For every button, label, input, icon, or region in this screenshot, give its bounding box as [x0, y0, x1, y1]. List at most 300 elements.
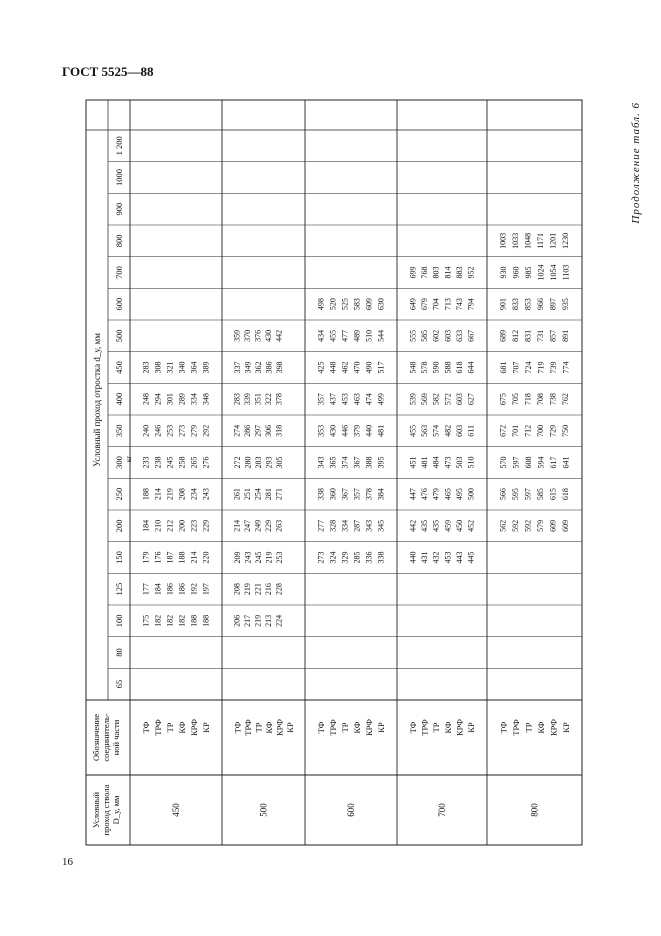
- mass-value: 700: [536, 424, 546, 437]
- mass-value: 1048: [523, 232, 533, 249]
- mass-value: 442: [408, 519, 418, 532]
- mass-value: 283: [141, 361, 151, 374]
- part-designation: КФ: [535, 721, 546, 734]
- mass-value: 340: [177, 361, 187, 374]
- branch-size-header: 80: [114, 648, 124, 657]
- branch-size-header: 450: [114, 361, 124, 374]
- mass-value: 343: [364, 519, 374, 532]
- mass-value: 443: [455, 551, 464, 564]
- branch-size-header: 100: [114, 614, 124, 628]
- mass-value: 701: [511, 424, 521, 437]
- mass-value: 182: [165, 614, 175, 627]
- mass-value: 681: [498, 361, 508, 374]
- mass-value: 611: [466, 424, 476, 437]
- mass-value: 338: [316, 488, 326, 501]
- mass-value: 425: [316, 361, 326, 374]
- mass-value: 1201: [548, 232, 558, 249]
- part-designation: КРФ: [454, 719, 465, 736]
- branch-group-header: Условный проход отростка d_у, мм: [92, 333, 102, 467]
- mass-value: 285: [352, 551, 362, 564]
- mass-value: 306: [264, 424, 274, 437]
- mass-value: 499: [376, 393, 386, 406]
- mass-value: 525: [340, 298, 350, 311]
- mass-value: 704: [431, 298, 441, 311]
- mass-value: 448: [328, 361, 338, 374]
- mass-value: 649: [408, 298, 418, 311]
- part-designation: КРФ: [548, 719, 559, 736]
- mass-value: 517: [376, 361, 386, 374]
- mass-value: 245: [165, 456, 175, 469]
- mass-value: 966: [536, 298, 546, 311]
- part-designation: ТР: [340, 722, 350, 733]
- branch-size-header: 800: [114, 234, 124, 248]
- mass-value: 357: [316, 393, 326, 406]
- mass-value: 713: [443, 298, 453, 311]
- nominal-diameter: 800: [529, 803, 540, 817]
- branch-size-header: 350: [114, 424, 124, 438]
- mass-value: 481: [376, 424, 386, 437]
- mass-value: 294: [153, 393, 163, 406]
- mass-value: 197: [201, 583, 211, 596]
- mass-value: 617: [548, 456, 558, 469]
- mass-value: 562: [498, 519, 508, 532]
- mass-value: 192: [189, 583, 199, 596]
- mass-value: 370: [243, 329, 253, 342]
- mass-value: 210: [153, 519, 163, 532]
- mass-value: 935: [561, 298, 571, 311]
- mass-value: 249: [253, 519, 263, 532]
- mass-value: 214: [232, 519, 242, 532]
- mass-value: 500: [466, 488, 476, 501]
- part-designation: КРФ: [274, 719, 285, 736]
- mass-value: 234: [189, 488, 199, 501]
- mass-value: 324: [328, 551, 338, 564]
- part-designation: ТРФ: [328, 719, 338, 736]
- mass-value: 603: [443, 329, 453, 342]
- mass-value: 608: [523, 456, 533, 469]
- part-designation: ТФ: [407, 721, 418, 734]
- part-designation: КР: [201, 722, 211, 733]
- mass-value: 833: [511, 298, 521, 311]
- mass-value: 184: [141, 519, 151, 532]
- part-designation: КР: [376, 722, 386, 733]
- mass-value: 353: [316, 424, 326, 437]
- mass-value: 476: [420, 488, 429, 501]
- mass-value: 602: [431, 329, 441, 342]
- mass-value: 729: [548, 424, 558, 437]
- mass-value: 462: [340, 361, 350, 374]
- mass-value: 1033: [511, 232, 521, 249]
- mass-value: 360: [328, 488, 338, 501]
- part-designation: КР: [466, 722, 477, 733]
- mass-value: 251: [243, 488, 253, 501]
- mass-value: 345: [376, 519, 386, 532]
- mass-value: 359: [232, 329, 242, 342]
- mass-value: 442: [274, 329, 284, 342]
- mass-value: 435: [431, 519, 441, 532]
- mass-value: 930: [498, 266, 508, 279]
- mass-value: 431: [420, 551, 429, 564]
- mass-value: 376: [253, 329, 263, 342]
- mass-value: 489: [352, 329, 362, 342]
- mass-value: 603: [455, 393, 464, 406]
- mass-value: 452: [466, 519, 476, 532]
- part-designation: ТР: [431, 722, 442, 733]
- branch-size-header: 400: [114, 392, 124, 406]
- mass-value: 482: [443, 424, 453, 437]
- mass-value: 219: [264, 551, 274, 564]
- mass-value: 248: [141, 393, 151, 406]
- part-designation: ТФ: [232, 721, 243, 734]
- mass-value: 455: [328, 329, 338, 342]
- mass-value: 258: [177, 456, 187, 469]
- mass-value: 453: [443, 551, 453, 564]
- nominal-diameter: 600: [346, 803, 356, 817]
- mass-value: 208: [177, 488, 187, 501]
- table-continuation-label: Продолжение табл. 6: [630, 102, 642, 224]
- mass-value: 217: [243, 614, 253, 627]
- mass-value: 812: [511, 329, 521, 342]
- mass-value: 719: [536, 361, 546, 374]
- mass-value: 699: [408, 266, 418, 279]
- part-designation: КРФ: [189, 719, 199, 736]
- mass-value: 337: [232, 361, 242, 374]
- mass-value: 1054: [548, 264, 558, 281]
- mass-value: 724: [523, 361, 533, 374]
- mass-value: 960: [511, 266, 521, 279]
- part-designation: ТФ: [498, 721, 509, 734]
- page-number: 16: [62, 856, 73, 868]
- mass-value: 283: [232, 393, 242, 406]
- mass-value: 367: [340, 488, 350, 501]
- mass-value: 277: [316, 519, 326, 532]
- mass-value: 389: [201, 361, 211, 374]
- branch-size-header: 250: [114, 487, 124, 501]
- mass-value: 398: [274, 361, 284, 374]
- mass-value: 707: [511, 361, 521, 374]
- mass-value: 579: [536, 519, 546, 532]
- mass-value: 708: [536, 393, 546, 406]
- part-designation: ТРФ: [242, 719, 253, 736]
- part-designation: КФ: [263, 721, 274, 734]
- mass-value: 378: [364, 488, 374, 501]
- mass-value: 582: [431, 393, 441, 406]
- mass-value: 247: [243, 519, 253, 532]
- mass-value: 395: [376, 456, 386, 469]
- mass-value: 289: [177, 393, 187, 406]
- mass-value: 578: [420, 361, 429, 374]
- mass-value: 738: [548, 393, 558, 406]
- mass-value: 481: [420, 456, 429, 469]
- mass-value: 718: [523, 393, 533, 406]
- mass-value: 667: [466, 329, 476, 342]
- mass-value: 831: [523, 329, 533, 342]
- mass-value: 276: [201, 456, 211, 469]
- mass-value: 572: [443, 393, 453, 406]
- mass-value: 200: [177, 519, 187, 532]
- mass-value: 672: [498, 424, 508, 437]
- mass-value: 450: [455, 519, 464, 532]
- mass-value: 293: [264, 456, 274, 469]
- mass-value: 618: [455, 361, 464, 374]
- mass-value: 219: [165, 488, 175, 501]
- mass-value: 463: [352, 393, 362, 406]
- mass-value: 592: [511, 519, 521, 532]
- mass-value: 243: [201, 488, 211, 501]
- mass-value: 209: [232, 551, 242, 564]
- mass-value: 286: [243, 424, 253, 437]
- mass-value: 609: [561, 519, 571, 532]
- mass-value: 238: [153, 456, 163, 469]
- mass-value: 224: [274, 614, 284, 627]
- mass-value: 176: [153, 551, 163, 564]
- mass-value: 272: [232, 456, 242, 469]
- mass-value: 891: [561, 329, 571, 342]
- mass-value: 609: [548, 519, 558, 532]
- mass-value: 641: [561, 456, 571, 469]
- mass-value: 186: [165, 583, 175, 596]
- mass-value: 213: [264, 614, 274, 627]
- mass-value: 470: [352, 361, 362, 374]
- mass-value: 338: [376, 551, 386, 564]
- mass-value: 548: [408, 361, 418, 374]
- branch-size-header: 1000: [114, 169, 124, 186]
- mass-value: 901: [498, 298, 508, 311]
- mass-value: 334: [340, 519, 350, 532]
- mass-value: 566: [498, 488, 508, 501]
- column-header-part: Обозначениесоединитель-ной части: [91, 713, 121, 762]
- mass-value: 182: [153, 614, 163, 627]
- mass-value: 281: [264, 488, 274, 501]
- mass-value: 212: [165, 519, 175, 532]
- mass-value: 283: [253, 456, 263, 469]
- mass-value: 240: [141, 424, 151, 437]
- mass-value: 705: [511, 393, 521, 406]
- part-designation: ТР: [523, 722, 534, 733]
- mass-value: 1103: [561, 264, 571, 281]
- mass-value: 271: [274, 488, 284, 501]
- mass-value: 182: [177, 614, 187, 627]
- mass-value: 378: [274, 393, 284, 406]
- mass-value: 609: [364, 298, 374, 311]
- mass-value: 301: [165, 393, 175, 406]
- mass-value: 484: [431, 456, 441, 469]
- mass-value: 297: [253, 424, 263, 437]
- mass-value: 432: [431, 551, 441, 564]
- part-designation: КРФ: [364, 719, 374, 736]
- mass-value: 503: [455, 456, 464, 469]
- branch-size-header: 300: [114, 456, 124, 469]
- branch-size-header: 500: [114, 329, 124, 343]
- mass-value: 743: [455, 298, 464, 311]
- mass-value: 287: [352, 519, 362, 532]
- mass-value: 219: [253, 614, 263, 627]
- mass-value: 379: [352, 424, 362, 437]
- mass-value: 263: [274, 519, 284, 532]
- mass-value: 1171: [536, 232, 546, 249]
- mass-value: 343: [316, 456, 326, 469]
- mass-value: 384: [376, 488, 386, 501]
- mass-value: 627: [466, 393, 476, 406]
- mass-value: 618: [561, 488, 571, 501]
- mass-value: 273: [177, 424, 187, 437]
- mass-value: 228: [274, 583, 284, 596]
- mass-value: 603: [455, 424, 464, 437]
- mass-value: 279: [189, 424, 199, 437]
- part-designation: ТР: [165, 722, 175, 733]
- mass-value: 590: [431, 361, 441, 374]
- mass-value: 246: [153, 424, 163, 437]
- part-designation: ТР: [253, 722, 264, 733]
- mass-value: 465: [443, 488, 453, 501]
- mass-value: 583: [352, 298, 362, 311]
- unit-label: кг: [125, 455, 133, 462]
- mass-value: 679: [420, 298, 429, 311]
- mass-value: 597: [511, 456, 521, 469]
- mass-value: 233: [141, 456, 151, 469]
- mass-value: 179: [141, 551, 151, 564]
- mass-value: 479: [431, 488, 441, 501]
- mass-value: 208: [232, 583, 242, 596]
- mass-value: 498: [316, 298, 326, 311]
- mass-value: 437: [328, 393, 338, 406]
- mass-value: 348: [201, 393, 211, 406]
- mass-value: 308: [153, 361, 163, 374]
- mass-value: 175: [141, 614, 151, 627]
- mass-value: 595: [511, 488, 521, 501]
- document-code: ГОСТ 5525—88: [62, 64, 154, 79]
- mass-value: 386: [264, 361, 274, 374]
- part-designation: КФ: [352, 721, 362, 734]
- mass-value: 630: [376, 298, 386, 311]
- mass-value: 362: [253, 361, 263, 374]
- mass-value: 446: [340, 424, 350, 437]
- nominal-diameter: 450: [171, 803, 181, 817]
- mass-value: 273: [316, 551, 326, 564]
- mass-value: 1003: [498, 232, 508, 249]
- mass-value: 336: [364, 551, 374, 564]
- mass-value: 229: [264, 519, 274, 532]
- mass-value: 768: [420, 266, 429, 279]
- branch-size-header: 65: [114, 679, 124, 689]
- mass-value: 322: [264, 393, 274, 406]
- branch-size-header: 600: [114, 297, 124, 311]
- branch-size-header: 1 200: [114, 136, 124, 156]
- mass-value: 188: [177, 551, 187, 564]
- mass-value: 339: [243, 393, 253, 406]
- mass-value: 221: [253, 583, 263, 596]
- mass-value: 349: [243, 361, 253, 374]
- mass-value: 214: [153, 488, 163, 501]
- mass-value: 440: [364, 424, 374, 437]
- mass-value: 644: [466, 361, 476, 374]
- mass-value: 588: [443, 361, 453, 374]
- mass-value: 430: [328, 424, 338, 437]
- mass-value: 274: [232, 424, 242, 437]
- mass-value: 321: [165, 361, 175, 374]
- mass-value: 510: [364, 329, 374, 342]
- mass-value: 447: [408, 488, 418, 501]
- mass-value: 206: [232, 614, 242, 627]
- mass-value: 803: [431, 266, 441, 279]
- part-designation: ТРФ: [153, 719, 163, 736]
- part-designation: ТФ: [316, 721, 326, 734]
- mass-value: 216: [264, 583, 274, 596]
- nominal-diameter: 500: [258, 803, 269, 817]
- mass-value: 253: [165, 424, 175, 437]
- mass-value: 712: [523, 424, 533, 437]
- mass-value: 750: [561, 424, 571, 437]
- part-designation: ТФ: [141, 721, 151, 734]
- mass-value: 223: [189, 519, 199, 532]
- mass-value: 188: [189, 614, 199, 627]
- part-designation: ТРФ: [510, 719, 521, 736]
- mass-value: 633: [455, 329, 464, 342]
- branch-size-header: 700: [114, 266, 124, 279]
- mass-value: 188: [201, 614, 211, 627]
- mass-value: 1024: [536, 264, 546, 281]
- mass-value: 459: [443, 519, 453, 532]
- mass-value: 318: [274, 424, 284, 437]
- mass-value: 357: [352, 488, 362, 501]
- mass-value: 254: [253, 488, 263, 501]
- mass-value: 570: [498, 456, 508, 469]
- mass-value: 220: [201, 551, 211, 564]
- mass-value: 253: [274, 551, 284, 564]
- mass-value: 245: [253, 551, 263, 564]
- part-designation: ТРФ: [419, 719, 430, 736]
- mass-value: 563: [420, 424, 429, 437]
- mass-value: 261: [232, 488, 242, 501]
- part-designation: КР: [560, 722, 571, 733]
- mass-value: 544: [376, 329, 386, 342]
- part-designation: КР: [284, 722, 295, 733]
- mass-value: 1230: [561, 232, 571, 249]
- mass-value: 574: [431, 424, 441, 437]
- mass-value: 451: [408, 456, 418, 469]
- mass-value: 675: [498, 393, 508, 406]
- mass-value: 367: [352, 456, 362, 469]
- mass-value: 455: [408, 424, 418, 437]
- mass-value: 510: [466, 456, 476, 469]
- mass-value: 539: [408, 393, 418, 406]
- part-designation: КФ: [442, 721, 453, 734]
- mass-value: 305: [274, 456, 284, 469]
- mass-value: 857: [548, 329, 558, 342]
- mass-value: 569: [420, 393, 429, 406]
- mass-value: 794: [466, 298, 476, 311]
- mass-value: 477: [340, 329, 350, 342]
- mass-value: 292: [201, 424, 211, 437]
- mass-value: 214: [189, 551, 199, 564]
- mass-value: 186: [177, 583, 187, 596]
- mass-value: 774: [561, 361, 571, 374]
- mass-value: 435: [420, 519, 429, 532]
- branch-size-header: 200: [114, 519, 124, 533]
- mass-value: 374: [340, 456, 350, 469]
- mass-value: 585: [420, 329, 429, 342]
- mass-value: 594: [536, 456, 546, 469]
- mass-value: 265: [189, 456, 199, 469]
- mass-value: 585: [536, 488, 546, 501]
- branch-size-header: 150: [114, 551, 124, 564]
- mass-value: 219: [243, 583, 253, 596]
- mass-value: 434: [316, 329, 326, 342]
- mass-value: 853: [523, 298, 533, 311]
- mass-value: 329: [340, 551, 350, 564]
- branch-size-header: 900: [114, 202, 124, 216]
- mass-value: 334: [189, 393, 199, 406]
